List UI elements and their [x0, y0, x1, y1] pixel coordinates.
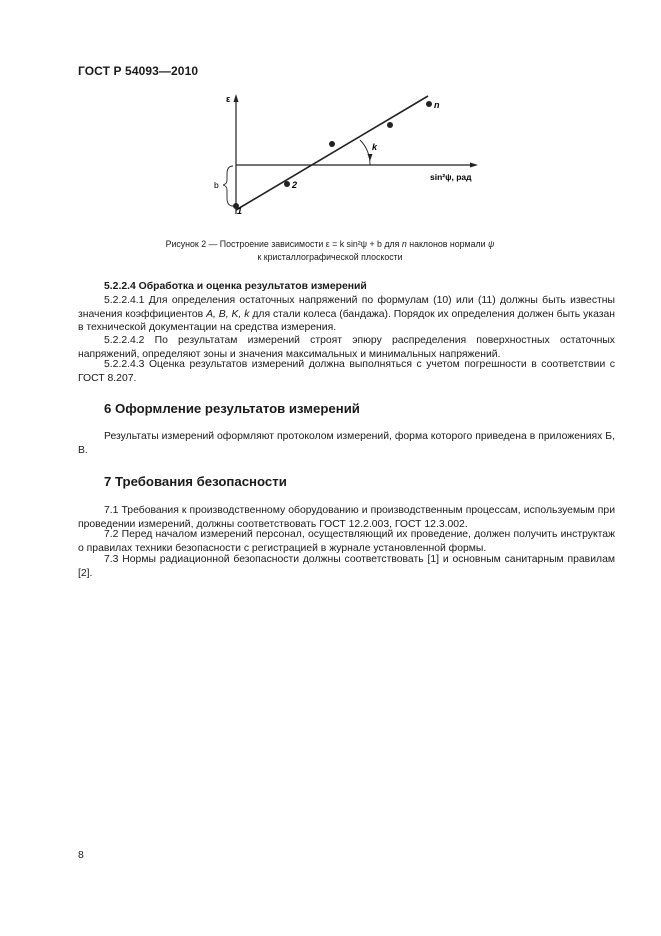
figure-epsilon-sin2psi — [190, 88, 500, 223]
caption-middle: наклонов нормали — [409, 239, 486, 249]
regression-line — [236, 96, 428, 210]
paragraph-7-2: 7.2 Перед началом измерений персонал, осуществляющий их проведение, должен получить инструктаж о правилах техники безопасности с регистрацией в журнале установленной формы. — [78, 529, 615, 554]
p1-part2: для стали колеса (бандажа). Порядок их определения должен быть указан в технической документации на средства измерения. — [78, 308, 616, 333]
paragraph-6: Результаты измерений оформляют протоколом измерений, форма которого приведена в приложениях Б, В. — [78, 431, 615, 456]
paragraph-5-2-2-4-1 — [78, 294, 615, 335]
data-point — [426, 101, 432, 107]
page-number: 8 — [78, 850, 84, 861]
x-axis-label: sin²ψ, рад — [430, 172, 472, 182]
p1-vars: A, B, K, k — [206, 308, 250, 320]
x-axis-arrow — [470, 163, 478, 168]
section-6-heading: 6 Оформление результатов измерений — [104, 401, 360, 416]
y-axis-label: ε — [226, 94, 231, 104]
subsection-heading: 5.2.2.4 Обработка и оценка результатов измерений — [104, 281, 367, 292]
data-point — [284, 181, 290, 187]
point-label-1: 1 — [237, 206, 243, 216]
point-label-2: 2 — [292, 180, 298, 190]
y-axis-arrow — [234, 94, 239, 102]
figure-caption — [80, 238, 580, 250]
data-point — [329, 141, 335, 147]
slope-angle-arrow — [368, 154, 373, 161]
paragraph-7-1: 7.1 Требования к производственному оборудованию и производственным процессам, используемым при проведении измерений, должны соответствовать ГОСТ 12.2.003, ГОСТ 12.3.002. — [78, 505, 615, 530]
paragraph-7-3: 7.3 Нормы радиационной безопасности должны соответствовать [1] и основным санитарным правилам [2]. — [78, 554, 615, 579]
slope-angle-arc — [360, 140, 370, 165]
intercept-brace — [223, 166, 233, 206]
figure-caption-line2: к кристаллографической плоскости — [257, 252, 403, 262]
data-point — [387, 122, 393, 128]
p1-part1: 5.2.2.4.1 Для определения остаточных напряжений по формулам (10) или (11) должны быть известны значения коэффициентов — [78, 295, 615, 320]
point-label-n: n — [434, 100, 440, 110]
paragraph-5-2-2-4-2: 5.2.2.4.2 По результатам измерений строят эпюру распределения поверхностных остаточных напряжений, определяют зоны и значения максимальных и минимальных напряжений. — [78, 335, 615, 360]
caption-prefix: Рисунок 2 — Построение зависимости ε = k sin²ψ + b для — [165, 239, 400, 249]
caption-psi: ψ — [488, 239, 495, 249]
section-7-heading: 7 Требования безопасности — [104, 474, 287, 489]
slope-label: k — [372, 142, 378, 152]
intercept-label: b — [214, 180, 219, 190]
caption-n: n — [401, 239, 407, 249]
document-header: ГОСТ Р 54093—2010 — [78, 64, 199, 78]
paragraph-5-2-2-4-3: 5.2.2.4.3 Оценка результатов измерений должна выполняться с учетом погрешности в соответствии с ГОСТ 8.207. — [78, 359, 615, 384]
